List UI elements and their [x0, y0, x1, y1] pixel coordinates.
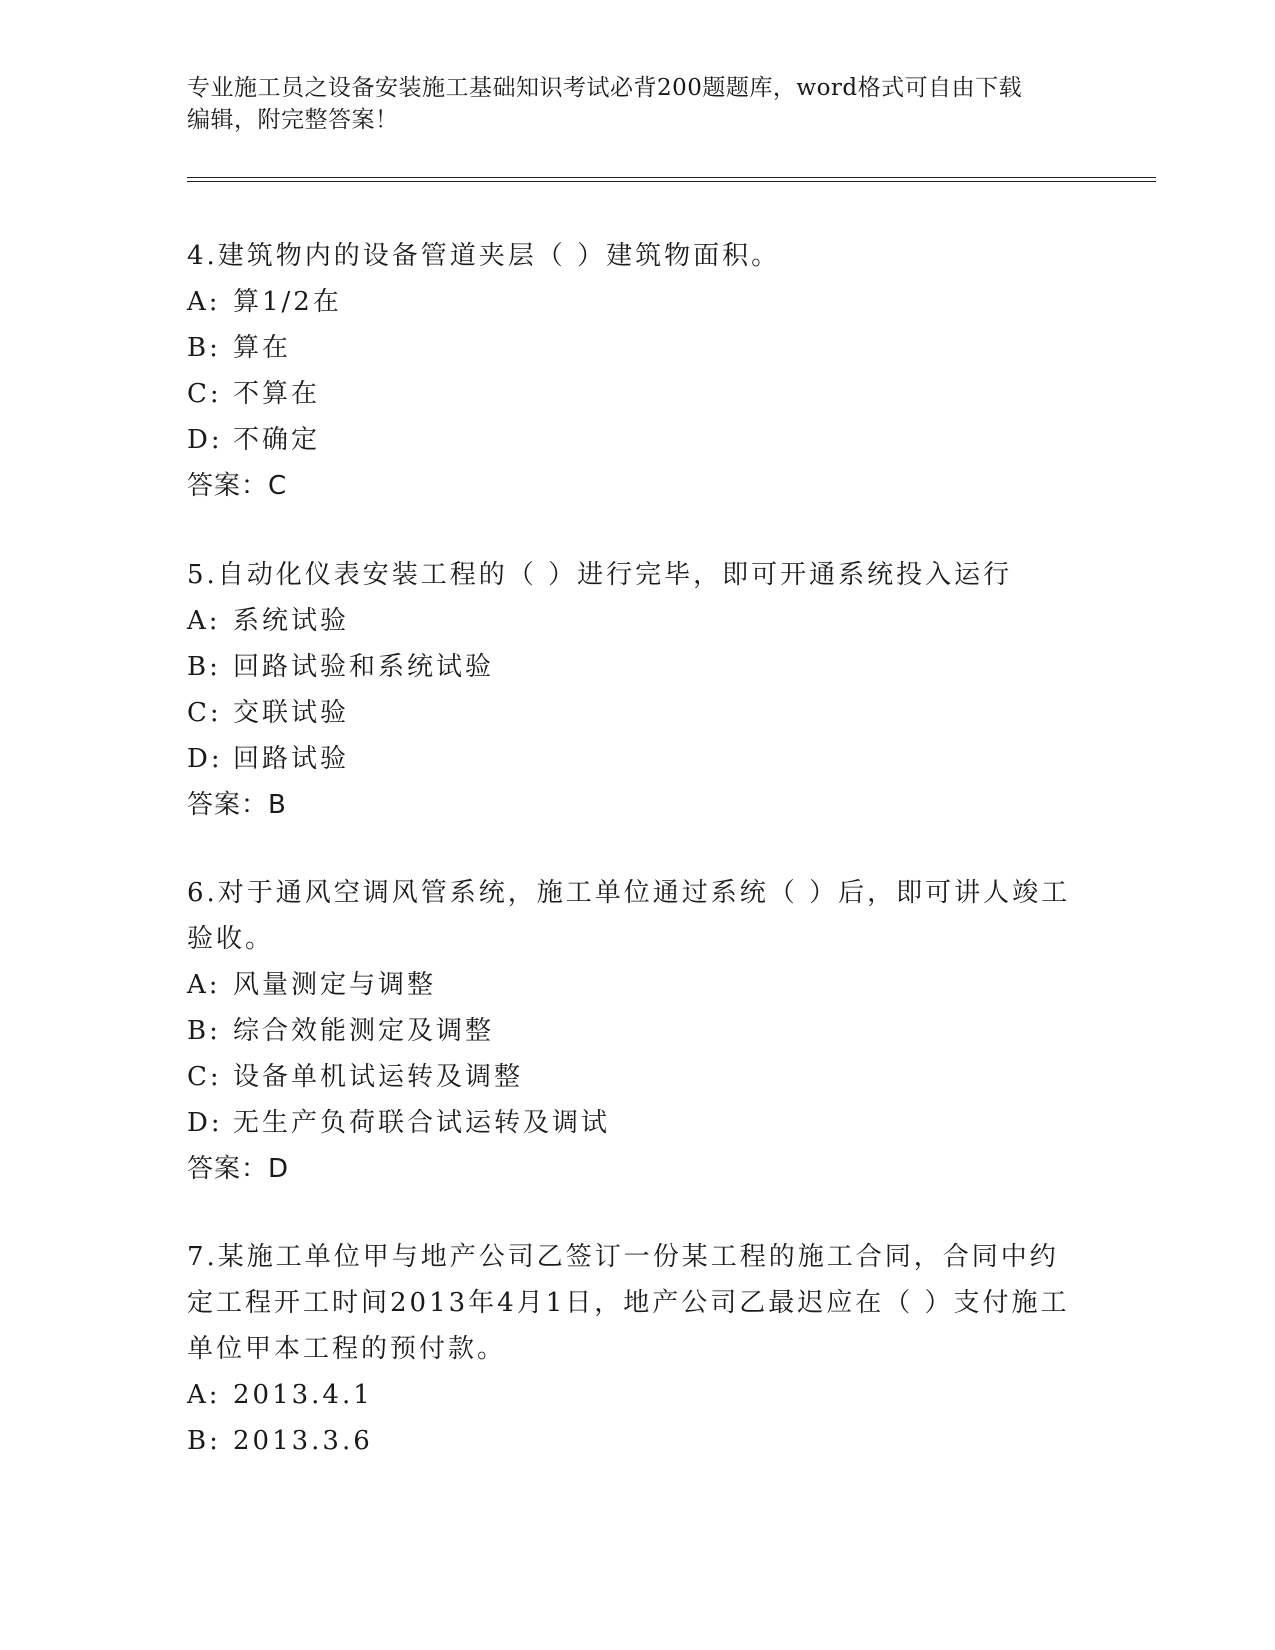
answer-text: 答案：B — [187, 790, 287, 820]
option-letter: D: — [187, 1108, 223, 1138]
option-text: 回路试验 — [233, 744, 350, 774]
question-stem: 7.某施工单位甲与地产公司乙签订一份某工程的施工合同，合同中约定工程开工时间2013年4月1日，地产公司乙最迟应在（ ）支付施工单位甲本工程的预付款。 — [187, 1242, 1070, 1364]
option-text: 2013.3.6 — [233, 1426, 373, 1456]
option-text: 2013.4.1 — [233, 1380, 373, 1410]
header-line-2: 编辑，附完整答案！ — [187, 107, 399, 133]
question-stem: 6.对于通风空调风管系统，施工单位通过系统（ ）后，即可讲人竣工验收。 — [187, 878, 1071, 954]
option-c — [187, 371, 1087, 417]
option-letter: D: — [187, 425, 223, 455]
option-letter: D: — [187, 744, 223, 774]
option-letter: A: — [187, 287, 221, 317]
option-text: 风量测定与调整 — [233, 970, 437, 1000]
option-letter: A: — [187, 970, 221, 1000]
option-b — [187, 325, 1087, 371]
answer-text: 答案：C — [187, 471, 288, 501]
option-letter: A: — [187, 1380, 221, 1410]
header-line-1: 专业施工员之设备安装施工基础知识考试必背200题题库，word格式可自由下载 — [187, 75, 1023, 101]
option-a — [187, 962, 1087, 1008]
option-text: 系统试验 — [233, 606, 350, 636]
option-c — [187, 1054, 1087, 1100]
option-letter: B: — [187, 1016, 221, 1046]
option-letter: C: — [187, 698, 222, 728]
option-d — [187, 1100, 1087, 1146]
option-text: 交联试验 — [233, 698, 350, 728]
option-b — [187, 644, 1087, 690]
option-letter: A: — [187, 606, 221, 636]
question-6 — [187, 870, 1087, 1192]
option-d — [187, 736, 1087, 782]
answer-text: 答案：D — [187, 1154, 290, 1184]
option-text: 不算在 — [233, 379, 321, 409]
option-text: 回路试验和系统试验 — [233, 652, 495, 682]
option-text: 设备单机试运转及调整 — [233, 1062, 524, 1092]
question-stem: 5.自动化仪表安装工程的（ ）进行完毕，即可开通系统投入运行 — [187, 560, 1013, 590]
option-a — [187, 1372, 1087, 1418]
option-letter: C: — [187, 1062, 222, 1092]
option-letter: B: — [187, 333, 221, 363]
option-a — [187, 279, 1087, 325]
option-text: 算1/2在 — [233, 287, 342, 317]
question-5 — [187, 552, 1087, 828]
option-text: 算在 — [233, 333, 292, 363]
question-stem: 4.建筑物内的设备管道夹层（ ）建筑物面积。 — [187, 241, 781, 271]
option-letter: C: — [187, 379, 222, 409]
option-c — [187, 690, 1087, 736]
option-letter: B: — [187, 652, 221, 682]
document-header — [187, 72, 1087, 136]
header-divider-top — [187, 177, 1156, 178]
question-7 — [187, 1234, 1087, 1464]
option-text: 无生产负荷联合试运转及调试 — [233, 1108, 611, 1138]
header-divider-bottom — [187, 181, 1156, 182]
option-d — [187, 417, 1087, 463]
option-text: 综合效能测定及调整 — [233, 1016, 495, 1046]
question-4 — [187, 233, 1087, 509]
option-b — [187, 1008, 1087, 1054]
option-letter: B: — [187, 1426, 221, 1456]
option-text: 不确定 — [233, 425, 321, 455]
option-b — [187, 1418, 1087, 1464]
option-a — [187, 598, 1087, 644]
